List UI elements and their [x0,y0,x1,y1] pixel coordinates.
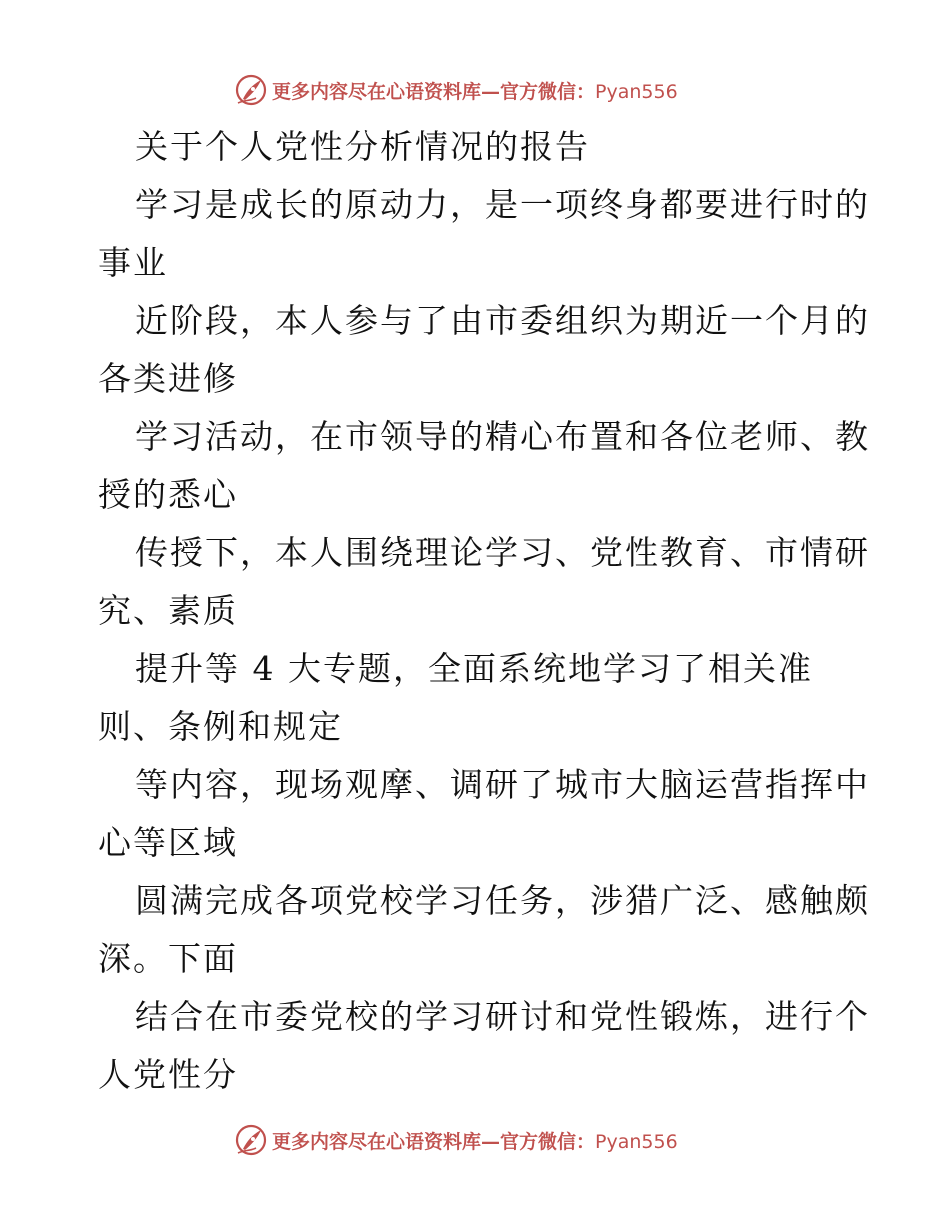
paragraph-line: 近阶段，本人参与了由市委组织为期近一个月的 [135,301,870,340]
paragraph-line: 各类进修 [98,359,238,398]
paragraph-line: 等内容，现场观摩、调研了城市大脑运营指挥中 [135,765,870,804]
footer-banner-wechat-id: Pyan556 [595,1130,678,1153]
pen-nib-logo-icon [234,1123,268,1157]
header-banner-wechat-id: Pyan556 [595,80,678,103]
footer-banner-text: 更多内容尽在心语资料库—官方微信： [272,1130,596,1153]
paragraph-line: 提升等 4 大专题，全面系统地学习了相关准 [135,649,813,688]
paragraph-line: 学习活动，在市领导的精心布置和各位老师、教 [135,417,870,456]
paragraph-line: 结合在市委党校的学习研讨和党性锻炼，进行个 [135,997,870,1036]
header-banner-text: 更多内容尽在心语资料库—官方微信： [272,80,596,103]
paragraph-line: 圆满完成各项党校学习任务，涉猎广泛、感触颇 [135,881,870,920]
paragraph-line: 则、条例和规定 [98,707,343,746]
paragraph-line: 传授下，本人围绕理论学习、党性教育、市情研 [135,533,870,572]
paragraph-line: 究、素质 [98,591,238,630]
paragraph-line: 深。下面 [98,939,238,978]
footer-banner [234,1122,678,1158]
pen-nib-logo-icon [234,73,268,107]
paragraph-line: 人党性分 [98,1055,238,1094]
paragraph-line: 学习是成长的原动力，是一项终身都要进行时的 [135,185,870,224]
paragraph-line: 授的悉心 [98,475,238,514]
paragraph-line: 心等区域 [98,823,238,862]
paragraph-line: 事业 [98,243,168,282]
document-title: 关于个人党性分析情况的报告 [135,127,590,166]
document-body [98,118,870,1104]
header-banner [234,72,678,108]
